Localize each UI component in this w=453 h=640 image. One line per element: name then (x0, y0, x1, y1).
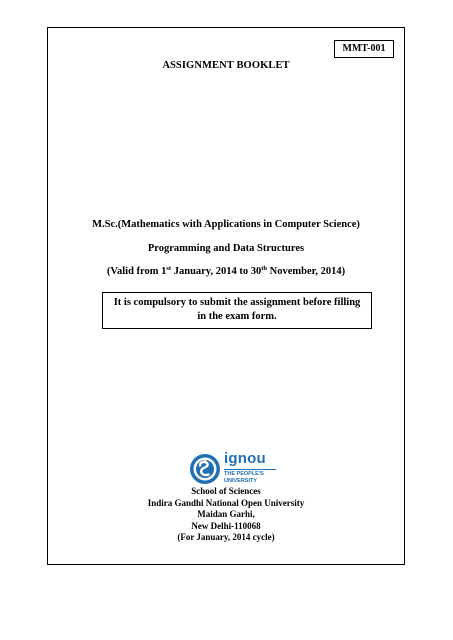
validity-end-suffix: th (261, 265, 268, 272)
school-name: School of Sciences (191, 486, 261, 496)
validity-start-suffix: st (166, 265, 172, 272)
validity-end: November, 2014) (267, 266, 346, 277)
course-code-badge (334, 40, 394, 58)
ignou-tagline (224, 469, 276, 484)
ignou-logo (189, 450, 279, 485)
cycle-note: (For January, 2014 cycle) (177, 532, 275, 542)
tagline-line-1: THE PEOPLE'S (224, 471, 264, 477)
locality: Maidan Garhi, (197, 509, 255, 519)
ignou-emblem-icon (189, 453, 221, 485)
university-name: Indira Gandhi National Open University (147, 497, 305, 508)
notice-line-2: in the exam form. (197, 311, 277, 322)
validity-middle: January, 2014 to 30 (171, 266, 262, 277)
programme-name: M.Sc.(Mathematics with Applications in Computer Science) (92, 219, 360, 230)
submission-notice (102, 292, 372, 329)
notice-line-1: It is compulsory to submit the assignment before filling (113, 297, 361, 308)
city: New Delhi-110068 (191, 520, 261, 531)
validity-prefix: (Valid from 1 (106, 266, 167, 277)
course-code: MMT-001 (342, 43, 386, 54)
institution-address (47, 486, 405, 544)
ignou-wordmark: ignou (224, 450, 266, 467)
booklet-title: ASSIGNMENT BOOKLET (162, 60, 290, 71)
course-title: Programming and Data Structures (147, 243, 305, 254)
tagline-line-2: UNIVERSITY (224, 477, 258, 484)
validity-period (47, 266, 405, 277)
